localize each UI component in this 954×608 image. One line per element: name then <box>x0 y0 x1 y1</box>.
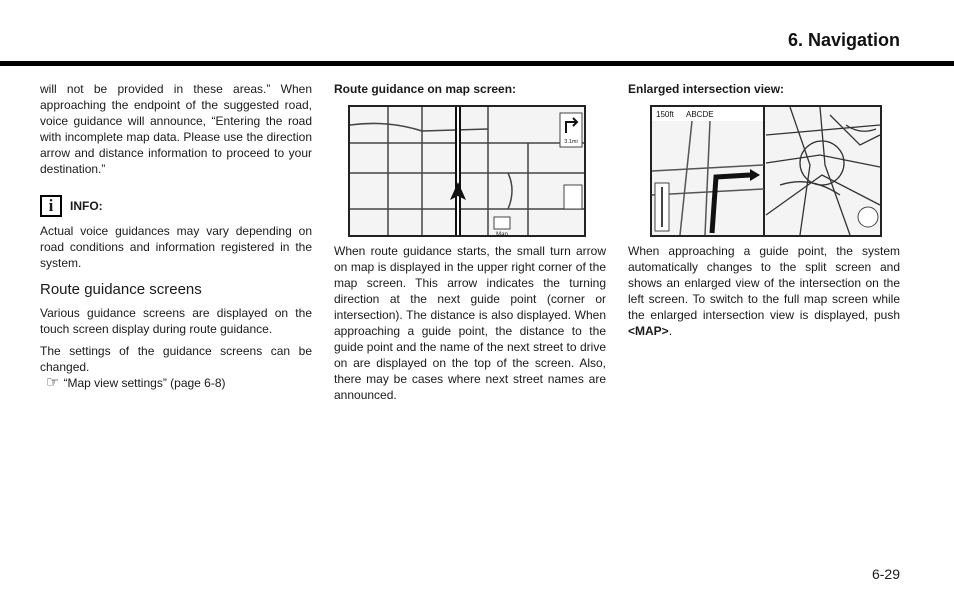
route-guidance-map-illustration <box>348 105 586 237</box>
map-button[interactable] <box>494 217 510 229</box>
column-3 <box>628 81 900 339</box>
section-title: Route guidance screens <box>40 281 202 298</box>
paragraph-continued: will not be provided in these areas.” When approaching the endpoint of the suggested road, voice guidance will announce, “Entering the road with incomplete map data. Please use the direction arrow and distance information to proceed to your destination.” <box>40 82 312 176</box>
column-1 <box>40 81 312 391</box>
info-icon: i <box>40 195 62 217</box>
enlarged-view-text: When approaching a guide point, the system automatically changes to the split screen and shows an enlarged view of the intersection on the left screen. To switch to the full map screen while the enlarged intersection view is displayed, push <box>628 244 900 322</box>
enlarged-intersection-illustration <box>650 105 882 237</box>
header-rule <box>0 61 954 66</box>
enlarged-view-heading: Enlarged intersection view: <box>628 82 785 96</box>
enlarged-view-paragraph <box>628 243 900 339</box>
info-block <box>40 195 312 217</box>
info-text: Actual voice guidances may vary depending on road conditions and information registered in the system. <box>40 224 312 270</box>
enlarged-view-text-end: . <box>668 324 673 338</box>
route-guidance-paragraph: When route guidance starts, the small turn arrow on map is displayed in the upper right corner of the map screen. This arrow indicates the turning direction at the next guide point (corner or intersection). The distance is also displayed. When approaching a guide point, the distance to the guide point and the name of the next street to drive on are displayed on the top of the screen. Also, there may be cases where next street names are announced. <box>334 244 606 402</box>
map-key-label: <MAP> <box>628 324 669 338</box>
settings-paragraph: The settings of the guidance screens can be changed. <box>40 344 312 374</box>
next-street-name: ABCDE <box>686 110 714 119</box>
route-guidance-heading: Route guidance on map screen: <box>334 82 517 96</box>
info-label: INFO: <box>70 199 103 213</box>
guidance-screens-paragraph: Various guidance screens are displayed on the touch screen display during route guidance. <box>40 306 312 336</box>
pointing-hand-icon: ☞ <box>46 374 60 391</box>
column-2 <box>334 81 606 403</box>
turn-distance-label: 3.1mi <box>564 139 578 145</box>
cross-reference-text[interactable]: “Map view settings” (page 6-8) <box>63 376 226 390</box>
chapter-title: 6. Navigation <box>787 30 900 50</box>
cross-reference[interactable] <box>40 375 312 391</box>
page-number: 6-29 <box>871 566 900 582</box>
map-button-label: Map <box>496 232 508 237</box>
guide-point-distance: 150ft <box>656 110 674 119</box>
